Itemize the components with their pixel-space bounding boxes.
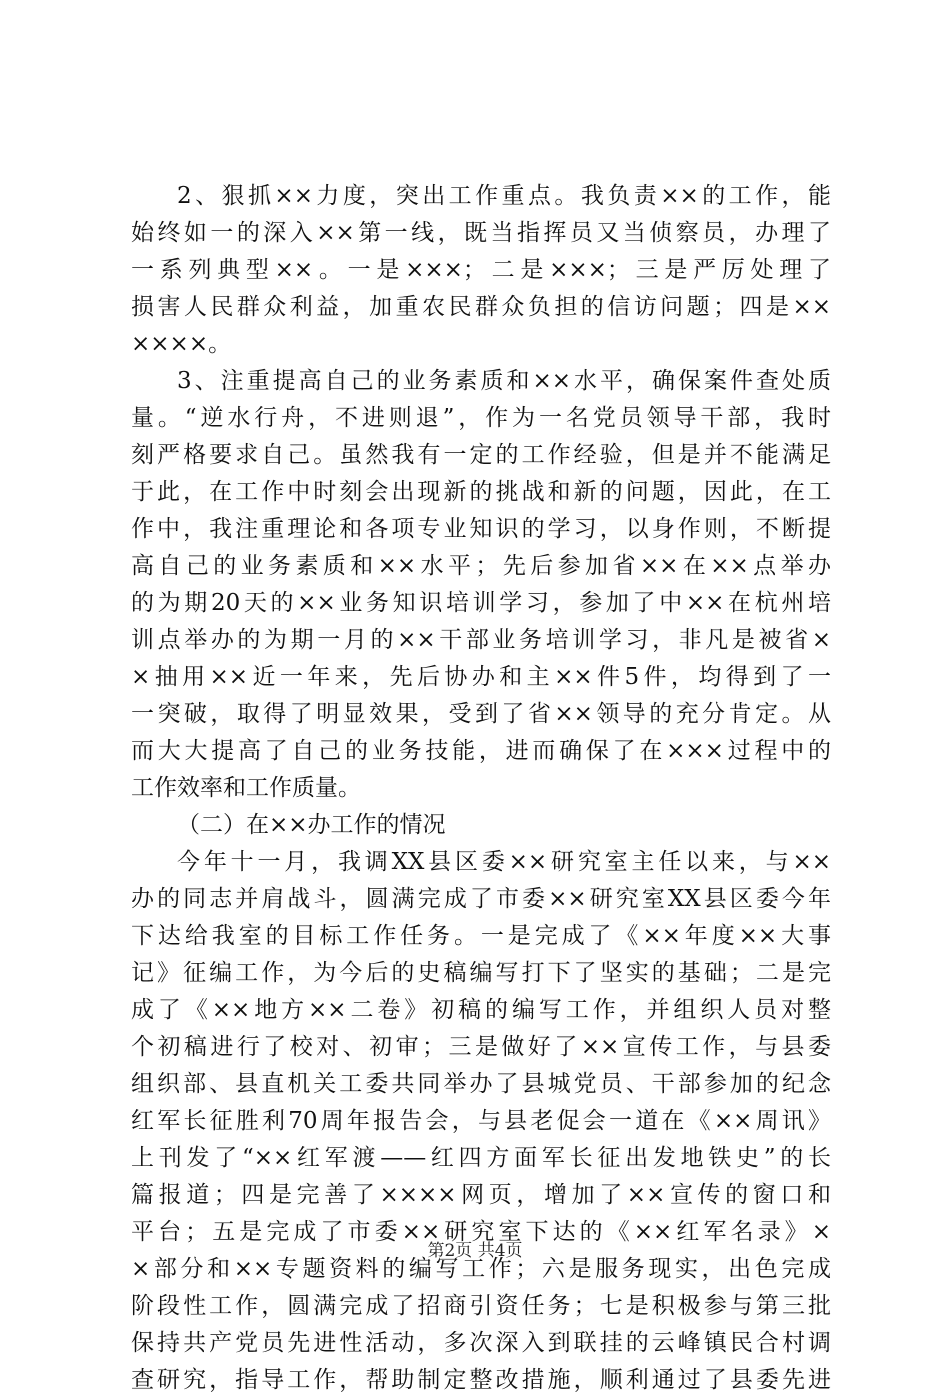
text-line: 损害人民群众利益，加重农民群众负担的信访问题；四是××	[131, 294, 831, 320]
text-line: 训点举办的为期一月的××干部业务培训学习，非凡是被省×	[131, 627, 831, 653]
text-line: 一突破，取得了明显效果，受到了省××领导的充分肯定。从	[131, 701, 831, 727]
text-line: （二）在××办工作的情况	[177, 812, 446, 838]
text-line: 平台；五是完成了市委××研究室下达的《××红军名录》×	[131, 1219, 831, 1245]
text-line: 查研究，指导工作，帮助制定整改措施，顺利通过了县委先进	[131, 1367, 831, 1393]
text-line: 3、注重提高自己的业务素质和××水平，确保案件查处质	[177, 368, 831, 394]
text-line: 而大大提高了自己的业务技能，进而确保了在×××过程中的	[131, 738, 831, 764]
text-line: ××××。	[131, 331, 232, 357]
text-line: 工作效率和工作质量。	[131, 775, 361, 801]
text-line: 篇报道；四是完善了××××网页，增加了××宣传的窗口和	[131, 1182, 831, 1208]
text-line: 一系列典型××。一是×××；二是×××；三是严厉处理了	[131, 257, 831, 283]
text-line: 下达给我室的目标工作任务。一是完成了《××年度××大事	[131, 923, 831, 949]
text-line: 于此，在工作中时刻会出现新的挑战和新的问题，因此，在工	[131, 479, 831, 505]
text-line: ×抽用××近一年来，先后协办和主××件5件，均得到了一	[131, 664, 831, 690]
text-line: 作中，我注重理论和各项专业知识的学习，以身作则，不断提	[131, 516, 831, 542]
text-line: 始终如一的深入××第一线，既当指挥员又当侦察员，办理了	[131, 220, 831, 246]
text-line: 高自己的业务素质和××水平；先后参加省××在××点举办	[131, 553, 831, 579]
text-line: 红军长征胜利70周年报告会，与县老促会一道在《××周讯》	[131, 1108, 831, 1134]
text-line: 成了《××地方××二卷》初稿的编写工作，并组织人员对整	[131, 997, 831, 1023]
text-line: 刻严格要求自己。虽然我有一定的工作经验，但是并不能满足	[131, 442, 831, 468]
page-footer: 第2页 共4页	[427, 1241, 523, 1261]
text-line: 个初稿进行了校对、初审；三是做好了××宣传工作，与县委	[131, 1034, 831, 1060]
text-line: 2、狠抓××力度，突出工作重点。我负责××的工作，能	[177, 183, 831, 209]
text-line: 量。“逆水行舟，不进则退”，作为一名党员领导干部，我时	[131, 405, 831, 431]
text-line: 办的同志并肩战斗，圆满完成了市委××研究室XX县区委今年	[131, 886, 831, 912]
text-line: 记》征编工作，为今后的史稿编写打下了坚实的基础；二是完	[131, 960, 831, 986]
text-line: 的为期20天的××业务知识培训学习，参加了中××在杭州培	[131, 590, 831, 616]
text-line: 保持共产党员先进性活动，多次深入到联挂的云峰镇民合村调	[131, 1330, 831, 1356]
text-line: 阶段性工作，圆满完成了招商引资任务；七是积极参与第三批	[131, 1293, 831, 1319]
document-body	[131, 178, 831, 1399]
text-line: ×部分和××专题资料的编写工作；六是服务现实，出色完成	[131, 1256, 831, 1282]
text-line: 上刊发了“××红军渡——红四方面军长征出发地铁史”的长	[131, 1145, 831, 1171]
text-line: 今年十一月，我调XX县区委××研究室主任以来，与××	[177, 849, 831, 875]
text-line: 组织部、县直机关工委共同举办了县城党员、干部参加的纪念	[131, 1071, 831, 1097]
